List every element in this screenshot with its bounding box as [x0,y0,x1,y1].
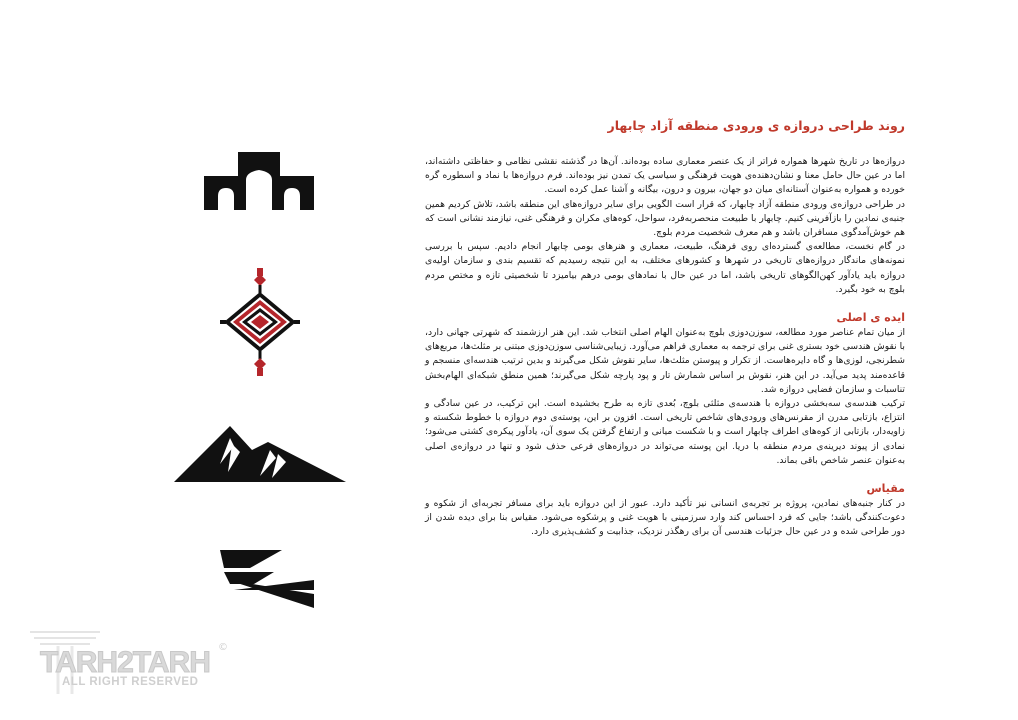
intro-paragraph: در طراحی دروازه‌ی ورودی منطقه آزاد چابهار، که قرار است الگویی برای سایر دروازه‌های این منطقه باشد، تلاش کردیم همین جنبه‌ی نمادین را بازآفرینی کنیم. چابهار با طبیعت منحصربه‌فرد، سواحل، کوه‌های مکران و فرهنگی غنی، نیازمند نشانی است که هم خوش‌آمدگوی مسافران باشد و هم معرف شخصیت مردم بلوچ. [425,198,905,239]
baloch-embroidery-diamond-icon [220,268,300,376]
idea-paragraph: ترکیب هندسه‌ی سه‌بخشی دروازه با هندسه‌ی مثلثی بلوچ، بُعدی تازه به طرح بخشیده است. این ترکیب، در عین سادگی و انتزاع، بازتابی مدرن از مقرنس‌های ورودی‌های شاخص تاریخی است. افزون بر این، پوسته‌ی دوم دروازه با خطوط شکسته و زاویه‌دار، بازتابی از کوه‌های اطراف چابهار است و با شکست میانی و ارتفاع گرفتن یک سوی آن، یادآور پیکره‌ی کشتی می‌شود؛ نمادی از پیوند دیرینه‌ی مردم منطقه با دریا. این پوسته می‌تواند در دروازه‌های فرعی حذف شود و تنها در دروازه‌ی اصلی به‌عنوان عنصر شاخص باقی بماند. [425,398,905,466]
scale-paragraph: در کنار جنبه‌های نمادین، پروژه بر تجربه‌ی انسانی نیز تأکید دارد. عبور از این دروازه باید برای مسافر تجربه‌ای از شکوه و دعوت‌کنندگی باشد؛ جایی که فرد احساس کند وارد سرزمینی با هویت غنی و پرشکوه می‌شود. مقیاس بنا برای دیده شدن از دور طراحی شده و در عین حال جزئیات هندسی آن برای رهگذر نزدیک، جذابیت و کشف‌پذیری دارد. [425,498,905,538]
mountains-icon [174,424,346,484]
watermark-brand: TARH2TARH [40,646,210,679]
gate-arches-icon [204,152,314,210]
watermark-copyright: © [218,642,228,653]
ship-hull-icon [220,550,314,610]
idea-paragraph: از میان تمام عناصر مورد مطالعه، سوزن‌دوزی بلوچ به‌عنوان الهام اصلی انتخاب شد. این هنر ارزشمند که شهرتی جهانی دارد، با نقوش هندسی خود بستری غنی برای ترجمه به معماری فراهم می‌آورد. زیبایی‌شناسی سوزن‌دوزی مبتنی بر مثلث‌ها، مربع‌های شطرنجی، لوزی‌ها و گاه دایره‌هاست. از تکرار و پیوستن مثلث‌ها، سایر نقوش شکل می‌گیرند و بدین ترتیب هندسه‌ای منسجم و قاعده‌مند پدید می‌آید. در این هنر، نقوش بر اساس شمارش تار و پود پارچه شکل می‌گیرند؛ همین منطق شبکه‌ای الهام‌بخش تناسبات و سازمان فضایی دروازه شد. [425,327,905,395]
document-body [425,118,905,540]
intro-paragraph: در گام نخست، مطالعه‌ی گسترده‌ای روی فرهنگ، طبیعت، معماری و هنرهای بومی چابهار انجام دادیم. سپس با بررسی نمونه‌های ماندگار دروازه‌های تاریخی در شهرها و کشورهای مختلف، به این نتیجه رسیدیم که تقسیم بندی و سازمان اولیه‌ی دروازه باید یادآور کهن‌الگوهای تاریخی باشد، اما در عین حال با نمادهای بومی درهم بیامیزد تا شخصیتی تازه و مختص مردم بلوچ به خود بگیرد. [425,241,905,295]
idea-heading: ایده ی اصلی [836,311,905,325]
watermark-subtitle: ALL RIGHT RESERVED [62,676,199,688]
scale-heading: مقیاس [866,482,905,496]
document-title: روند طراحی دروازه ی ورودی منطقه آزاد چابهار [607,118,905,133]
intro-paragraph: دروازه‌ها در تاریخ شهرها همواره فراتر از یک عنصر معماری ساده بوده‌اند. آن‌ها در گذشته نقشی نظامی و حفاظتی داشته‌اند، اما در عین حال حامل معنا و نشان‌دهنده‌ی هویت فرهنگی و سیاسی یک تمدن نیز بوده‌اند. فرم دروازه‌ها با نماد و اسطوره گره خورده و همواره به‌عنوان آستانه‌ای میان دو جهان، بیرون و درون، بیگانه و آشنا عمل کرده است. [425,156,905,196]
